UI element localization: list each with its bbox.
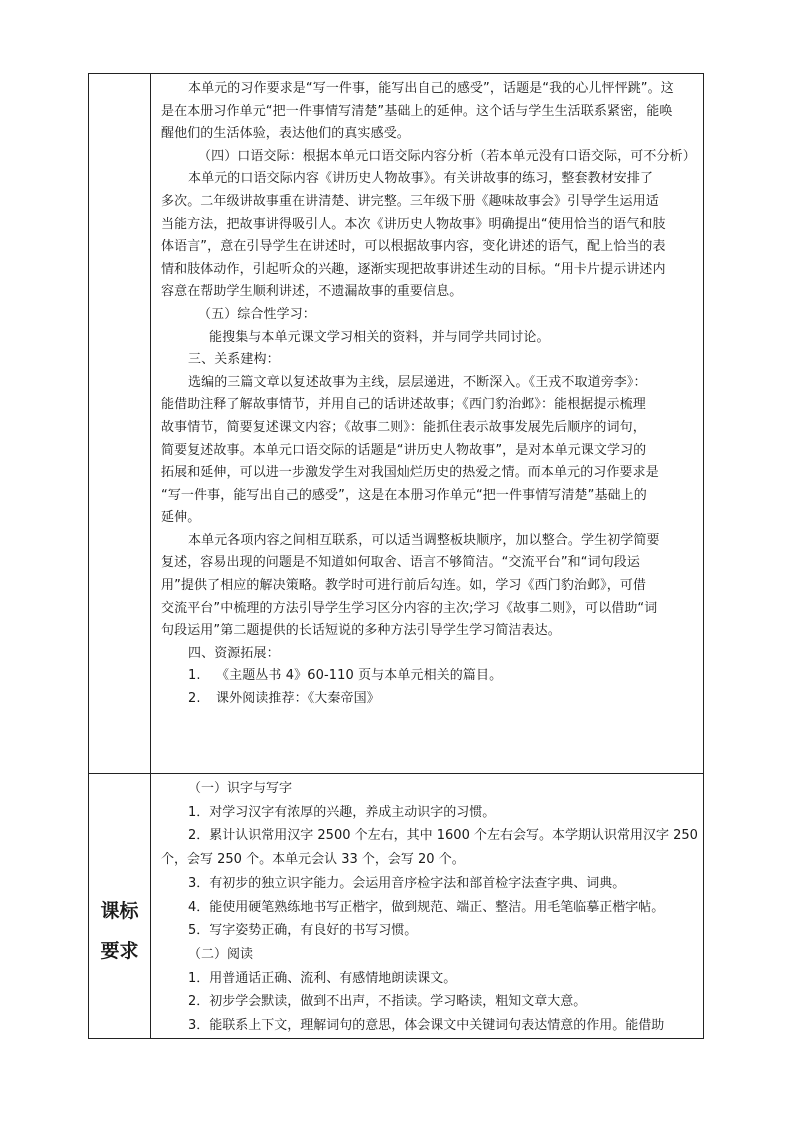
paragraph-line: 体语言”，意在引导学生在讲述时，可以根据故事内容，变化讲述的语气，配上恰当的表 [161,239,666,255]
list-item: 1．用普通话正确、流利、有感情地朗读课文。 [188,970,457,986]
section-heading: （一）识字与写字 [188,781,293,796]
paragraph-line: 故事情节，简要复述课文内容；《故事二则》：能抓住表示故事发展先后顺序的词句， [161,419,646,435]
paragraph-line: 能借助注释了解故事情节，并用自己的话讲述故事；《西门豹治邺》：能根据提示梳理 [161,397,646,413]
section-heading: （五）综合性学习： [198,306,316,322]
paragraph-line: 选编的三篇文章以复述故事为主线，层层递进，不断深入。《王戎不取道旁李》： [188,374,647,390]
curriculum-content-cell [151,774,704,1039]
section-heading: 四、资源拓展： [188,645,280,661]
paragraph-line: 当能方法，把故事讲得吸引人。本次《讲历史人物故事》明确提出“使用恰当的语气和肢 [161,216,666,232]
list-item: 3．有初步的独立识字能力。会运用音序检字法和部首检字法查字典、词典。 [188,875,626,891]
paragraph-line: 简要复述故事。本单元口语交际的话题是“讲历史人物故事”，是对本单元课文学习的 [161,442,647,458]
paragraph-line: 是在本册习作单元“把一件事情写清楚”基础上的延伸。这个话与学生生活联系紧密，能唤 [161,103,673,119]
paragraph-line: 句段运用”第二题提供的长话短说的多种方法引导学生学习简洁表达。 [161,623,561,639]
paragraph-line: 情和肢体动作，引起听众的兴趣，逐渐实现把故事讲述生动的目标。“用卡片提示讲述内 [161,261,666,277]
curriculum-label-cell [89,774,151,1039]
paragraph-line: 个，会写 250 个。本单元会认 33 个，会写 20 个。 [161,852,465,868]
paragraph-line: 本单元的习作要求是“写一件事，能写出自己的感受”，话题是“我的心儿怦怦跳”。这 [188,81,674,96]
paragraph-line: 醒他们的生活体验，表达他们的真实感受。 [161,126,410,142]
label-line-1: 课标 [100,899,139,922]
paragraph-line: 能搜集与本单元课文学习相关的资料，并与同学共同讨论。 [209,329,550,345]
list-number: 2. [188,691,201,707]
label-line-2: 要求 [100,939,139,962]
paragraph-line: 容意在帮助学生顺利讲述，不遗漏故事的重要信息。 [161,284,463,300]
paragraph-line: 本单元的口语交际内容《讲历史人物故事》。有关讲故事的练习，整套教材安排了 [188,171,654,187]
curriculum-row [89,774,704,1039]
list-item [161,688,700,711]
list-item: 3．能联系上下文，理解词句的意思，体会课文中关键词句表达情意的作用。能借助 [188,1018,665,1034]
list-text: 《主题丛书 4》60-110 页与本单元相关的篇目。 [216,668,503,684]
empty-label-cell [89,74,151,774]
analysis-content [151,74,703,711]
paragraph-line: 交流平台”中梳理的方法引导学生学习区分内容的主次;学习《故事二则》，可以借助“词 [161,600,658,616]
list-item: 4．能使用硬笔熟练地书写正楷字，做到规范、端正、整洁。用毛笔临摹正楷字帖。 [188,899,665,915]
analysis-content-cell [151,74,704,774]
paragraph-line: 用”提供了相应的解决策略。教学时可进行前后勾连。如，学习《西门豹治邺》，可借 [161,578,647,594]
section-heading: （二）阅读 [188,946,254,962]
section-heading: 三、关系建构： [188,352,280,368]
list-number: 1. [188,668,201,684]
section-heading: （四）口语交际：根据本单元口语交际内容分析（若本单元没有口语交际，可不分析） [198,148,696,164]
list-item: 5．写字姿势正确，有良好的书写习惯。 [188,923,418,939]
curriculum-content [151,774,703,1038]
list-item: 2．累计认识常用汉字 2500 个左右，其中 1600 个左右会写。本学期认识常用汉字 250 [188,828,698,844]
list-item [161,665,700,688]
paragraph-line: 复述，容易出现的问题是不知道如何取舍、语言不够简洁。“交流平台”和“词句段运 [161,555,641,571]
paragraph-line: 本单元各项内容之间相互联系，可以适当调整板块顺序，加以整合。学生初学简要 [188,532,660,548]
list-item: 2．初步学会默读，做到不出声，不指读。学习略读，粗知文章大意。 [188,994,587,1010]
list-item: 1．对学习汉字有浓厚的兴趣，养成主动识字的习惯。 [188,804,496,820]
paragraph-line: 多次。二年级讲故事重在讲清楚、讲完整。三年级下册《趣味故事会》引导学生运用适 [161,193,659,209]
paragraph-line: “写一件事，能写出自己的感受”，这是在本册习作单元“把一件事情写清楚”基础上的 [161,487,647,503]
analysis-row [89,74,704,774]
lesson-plan-table [88,73,704,1039]
paragraph-line: 延伸。 [161,510,201,526]
paragraph-line: 拓展和延伸，可以进一步激发学生对我国灿烂历史的热爱之情。而本单元的习作要求是 [161,465,659,481]
list-text: 课外阅读推荐：《大秦帝国》 [216,691,380,707]
